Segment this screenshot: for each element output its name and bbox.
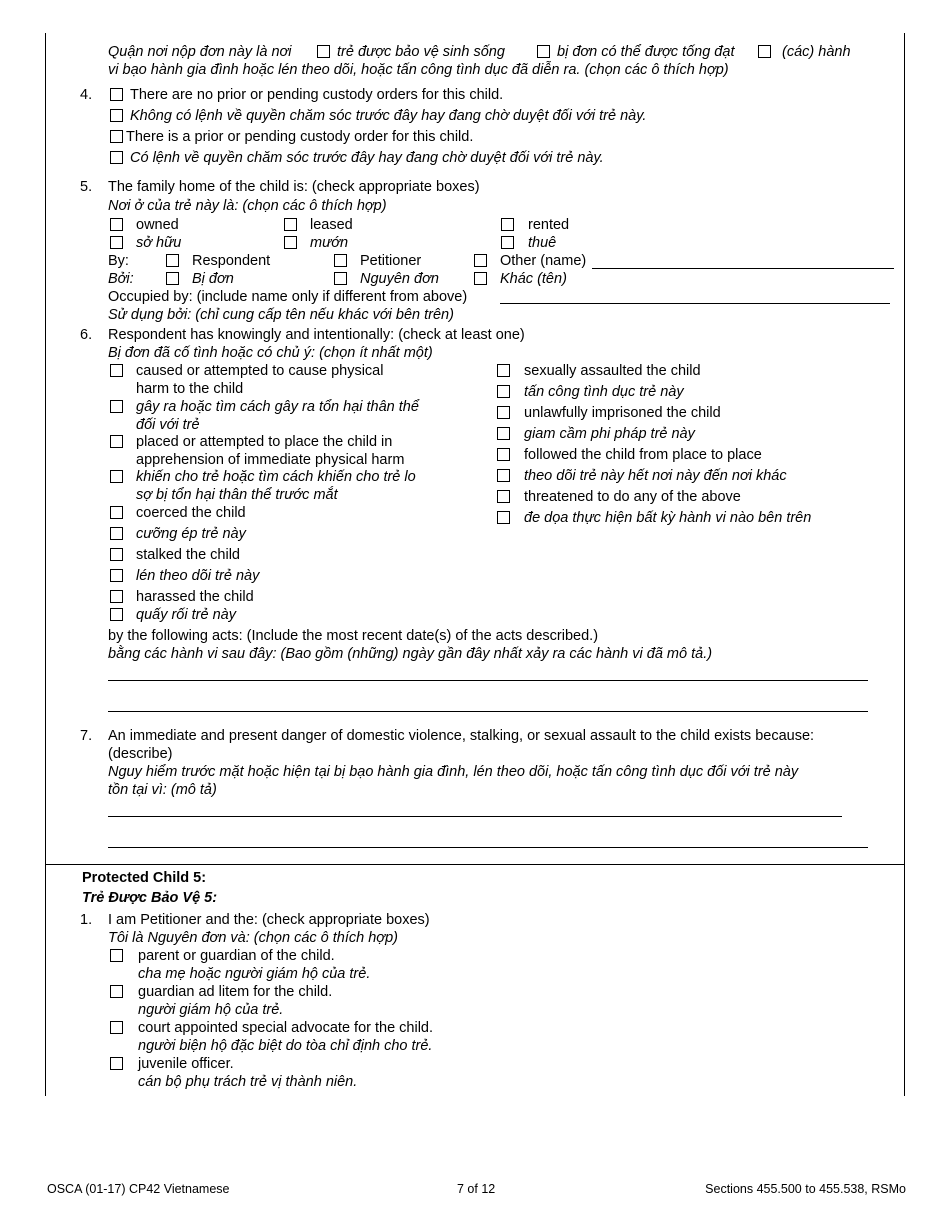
stalked-en: stalked the child — [136, 547, 240, 563]
checkbox-stalked[interactable] — [110, 548, 123, 561]
checkbox-followed[interactable] — [497, 448, 510, 461]
checkbox-apprehension-vi[interactable] — [110, 470, 123, 483]
caused-harm-en2: harm to the child — [136, 381, 244, 397]
caused-harm-vi2: đối với trẻ — [136, 417, 200, 433]
district-opt-child-lives: trẻ được bảo vệ sinh sống — [337, 44, 505, 60]
child5-title-en: Protected Child 5: — [82, 870, 207, 886]
danger-line-1[interactable] — [108, 816, 842, 817]
checkbox-stalked-vi[interactable] — [110, 569, 123, 582]
checkbox-caused-harm[interactable] — [110, 364, 123, 377]
sexually-assaulted-en: sexually assaulted the child — [524, 363, 701, 379]
harassed-en: harassed the child — [136, 589, 254, 605]
juvenile-officer-vi: cán bộ phụ trách trẻ vị thành niên. — [138, 1074, 358, 1090]
owned-en: owned — [136, 217, 179, 233]
imprisoned-en: unlawfully imprisoned the child — [524, 405, 721, 421]
apprehension-en1: placed or attempted to place the child in — [136, 434, 393, 450]
checkbox-owned[interactable] — [110, 218, 123, 231]
item7-number: 7. — [80, 728, 93, 744]
harassed-vi: quấy rối trẻ này — [136, 607, 236, 623]
by-petitioner-en: Petitioner — [360, 253, 422, 269]
stalked-vi: lén theo dõi trẻ này — [136, 568, 260, 584]
imprisoned-vi: giam cầm phi pháp trẻ này — [524, 426, 695, 442]
by-respondent-vi: Bị đơn — [192, 271, 234, 287]
checkbox-by-other-vi[interactable] — [474, 272, 487, 285]
left-border-top — [45, 33, 46, 865]
child5-item1-vi: Tôi là Nguyên đơn và: (chọn các ô thích hợp) — [108, 930, 398, 946]
item7-vi1: Nguy hiểm trước mặt hoặc hiện tại bị bạo hành gia đình, lén theo dõi, hoặc tấn công tình dục đối với trẻ này — [108, 764, 799, 780]
checkbox-threatened-vi[interactable] — [497, 511, 510, 524]
danger-line-2[interactable] — [108, 847, 868, 848]
guardian-ad-litem-vi: người giám hộ của trẻ. — [138, 1002, 284, 1018]
right-border-top — [904, 33, 905, 865]
checkbox-by-respondent[interactable] — [166, 254, 179, 267]
checkbox-has-custody-order[interactable] — [110, 130, 123, 143]
acts-en: by the following acts: (Include the most recent date(s) of the acts described.) — [108, 628, 599, 644]
coerced-vi: cưỡng ép trẻ này — [136, 526, 246, 542]
item7-en2: (describe) — [108, 746, 173, 762]
acts-vi: bằng các hành vi sau đây: (Bao gồm (những) ngày gần đây nhất xảy ra các hành vi đã mô tả.) — [108, 646, 713, 662]
item5-number: 5. — [80, 179, 93, 195]
no-orders-vi: Không có lệnh về quyền chăm sóc trước đây hay đang chờ duyệt đối với trẻ này. — [130, 108, 647, 124]
footer-sections: Sections 455.500 to 455.538, RSMo — [705, 1182, 906, 1196]
followed-vi: theo dõi trẻ này hết nơi này đến nơi khác — [524, 468, 787, 484]
acts-line-1[interactable] — [108, 680, 868, 681]
item4-number: 4. — [80, 87, 93, 103]
threatened-vi: đe dọa thực hiện bất kỳ hành vi nào bên trên — [524, 510, 812, 526]
item7-vi2: tồn tại vì: (mô tả) — [108, 782, 217, 798]
special-advocate-vi: người biện hộ đặc biệt do tòa chỉ định cho trẻ. — [138, 1038, 433, 1054]
item6-title-en: Respondent has knowingly and intentionally: (check at least one) — [108, 327, 525, 343]
caused-harm-vi1: gây ra hoặc tìm cách gây ra tổn hại thân thể — [136, 399, 419, 415]
by-vi: Bởi: — [108, 271, 134, 287]
caused-harm-en1: caused or attempted to cause physical — [136, 363, 384, 379]
special-advocate-en: court appointed special advocate for the child. — [138, 1020, 434, 1036]
checkbox-coerced-vi[interactable] — [110, 527, 123, 540]
checkbox-child-lives[interactable] — [317, 45, 330, 58]
checkbox-harassed-vi[interactable] — [110, 608, 123, 621]
occupied-line[interactable] — [500, 303, 890, 304]
threatened-en: threatened to do any of the above — [524, 489, 741, 505]
by-other-vi: Khác (tên) — [500, 271, 567, 287]
occupied-vi: Sử dụng bởi: (chỉ cung cấp tên nếu khác với bên trên) — [108, 307, 454, 323]
coerced-en: coerced the child — [136, 505, 246, 521]
by-respondent-en: Respondent — [192, 253, 271, 269]
acts-line-2[interactable] — [108, 711, 868, 712]
checkbox-leased-vi[interactable] — [284, 236, 297, 249]
checkbox-rented-vi[interactable] — [501, 236, 514, 249]
occupied-en: Occupied by: (include name only if different from above) — [108, 289, 468, 305]
item5-title-vi: Nơi ở của trẻ này là: (chọn các ô thích hợp) — [108, 198, 387, 214]
child5-title-vi: Trẻ Được Bảo Vệ 5: — [82, 890, 218, 906]
leased-vi: mướn — [310, 235, 349, 251]
checkbox-guardian-ad-litem[interactable] — [110, 985, 123, 998]
guardian-ad-litem-en: guardian ad litem for the child. — [138, 984, 333, 1000]
section-divider — [45, 864, 905, 865]
checkbox-rented[interactable] — [501, 218, 514, 231]
district-prefix: Quận nơi nộp đơn này là nơi — [108, 44, 292, 60]
child5-item1-en: I am Petitioner and the: (check appropriate boxes) — [108, 912, 430, 928]
apprehension-vi1: khiến cho trẻ hoặc tìm cách khiến cho trẻ lo — [136, 469, 416, 485]
checkbox-sexually-assaulted[interactable] — [497, 364, 510, 377]
checkbox-imprisoned[interactable] — [497, 406, 510, 419]
checkbox-threatened[interactable] — [497, 490, 510, 503]
rented-en: rented — [528, 217, 570, 233]
apprehension-vi2: sợ bị tổn hại thân thể trước mắt — [136, 487, 338, 503]
no-orders-en: There are no prior or pending custody orders for this child. — [130, 87, 504, 103]
item6-number: 6. — [80, 327, 93, 343]
child5-item1-number: 1. — [80, 912, 93, 928]
checkbox-coerced[interactable] — [110, 506, 123, 519]
has-order-vi: Có lệnh về quyền chăm sóc trước đây hay đang chờ duyệt đối với trẻ này. — [130, 150, 604, 166]
apprehension-en2: apprehension of immediate physical harm — [136, 452, 405, 468]
checkbox-sexually-assaulted-vi[interactable] — [497, 385, 510, 398]
item5-title-en: The family home of the child is: (check appropriate boxes) — [108, 179, 480, 195]
checkbox-leased[interactable] — [284, 218, 297, 231]
parent-guardian-en: parent or guardian of the child. — [138, 948, 335, 964]
item6-title-vi: Bị đơn đã cố tình hoặc có chủ ý: (chọn ít nhất một) — [108, 345, 433, 361]
district-line2: vi bạo hành gia đình hoặc lén theo dõi, hoặc tấn công tình dục đã diễn ra. (chọn các ô thích hợp) — [108, 62, 729, 78]
checkbox-followed-vi[interactable] — [497, 469, 510, 482]
checkbox-owned-vi[interactable] — [110, 236, 123, 249]
checkbox-by-petitioner-vi[interactable] — [334, 272, 347, 285]
district-opt-respondent-served: bị đơn có thể được tống đạt — [557, 44, 735, 60]
by-petitioner-vi: Nguyên đơn — [360, 271, 439, 287]
other-name-line[interactable] — [592, 268, 894, 269]
checkbox-no-custody-orders-vi[interactable] — [110, 109, 123, 122]
checkbox-special-advocate[interactable] — [110, 1021, 123, 1034]
by-en: By: — [108, 253, 129, 269]
left-border-bottom — [45, 864, 46, 1096]
checkbox-harassed[interactable] — [110, 590, 123, 603]
footer-page-number: 7 of 12 — [457, 1182, 496, 1196]
checkbox-has-custody-order-vi[interactable] — [110, 151, 123, 164]
leased-en: leased — [310, 217, 353, 233]
sexually-assaulted-vi: tấn công tình dục trẻ này — [524, 384, 684, 400]
checkbox-apprehension[interactable] — [110, 435, 123, 448]
district-opt-acts: (các) hành — [782, 44, 851, 60]
checkbox-by-other[interactable] — [474, 254, 487, 267]
checkbox-acts-occurred[interactable] — [758, 45, 771, 58]
owned-vi: sở hữu — [136, 235, 182, 251]
checkbox-respondent-served[interactable] — [537, 45, 550, 58]
checkbox-parent-guardian[interactable] — [110, 949, 123, 962]
parent-guardian-vi: cha mẹ hoặc người giám hộ của trẻ. — [138, 966, 371, 982]
followed-en: followed the child from place to place — [524, 447, 762, 463]
by-other-en: Other (name) — [500, 253, 587, 269]
checkbox-juvenile-officer[interactable] — [110, 1057, 123, 1070]
checkbox-caused-harm-vi[interactable] — [110, 400, 123, 413]
checkbox-by-petitioner[interactable] — [334, 254, 347, 267]
checkbox-no-custody-orders[interactable] — [110, 88, 123, 101]
item7-en1: An immediate and present danger of domestic violence, stalking, or sexual assault to the child exists because: — [108, 728, 815, 744]
right-border-bottom — [904, 864, 905, 1096]
footer-form-id: OSCA (01-17) CP42 Vietnamese — [47, 1182, 230, 1196]
checkbox-by-respondent-vi[interactable] — [166, 272, 179, 285]
juvenile-officer-en: juvenile officer. — [138, 1056, 234, 1072]
checkbox-imprisoned-vi[interactable] — [497, 427, 510, 440]
rented-vi: thuê — [528, 235, 557, 251]
has-order-en: There is a prior or pending custody order for this child. — [126, 129, 474, 145]
